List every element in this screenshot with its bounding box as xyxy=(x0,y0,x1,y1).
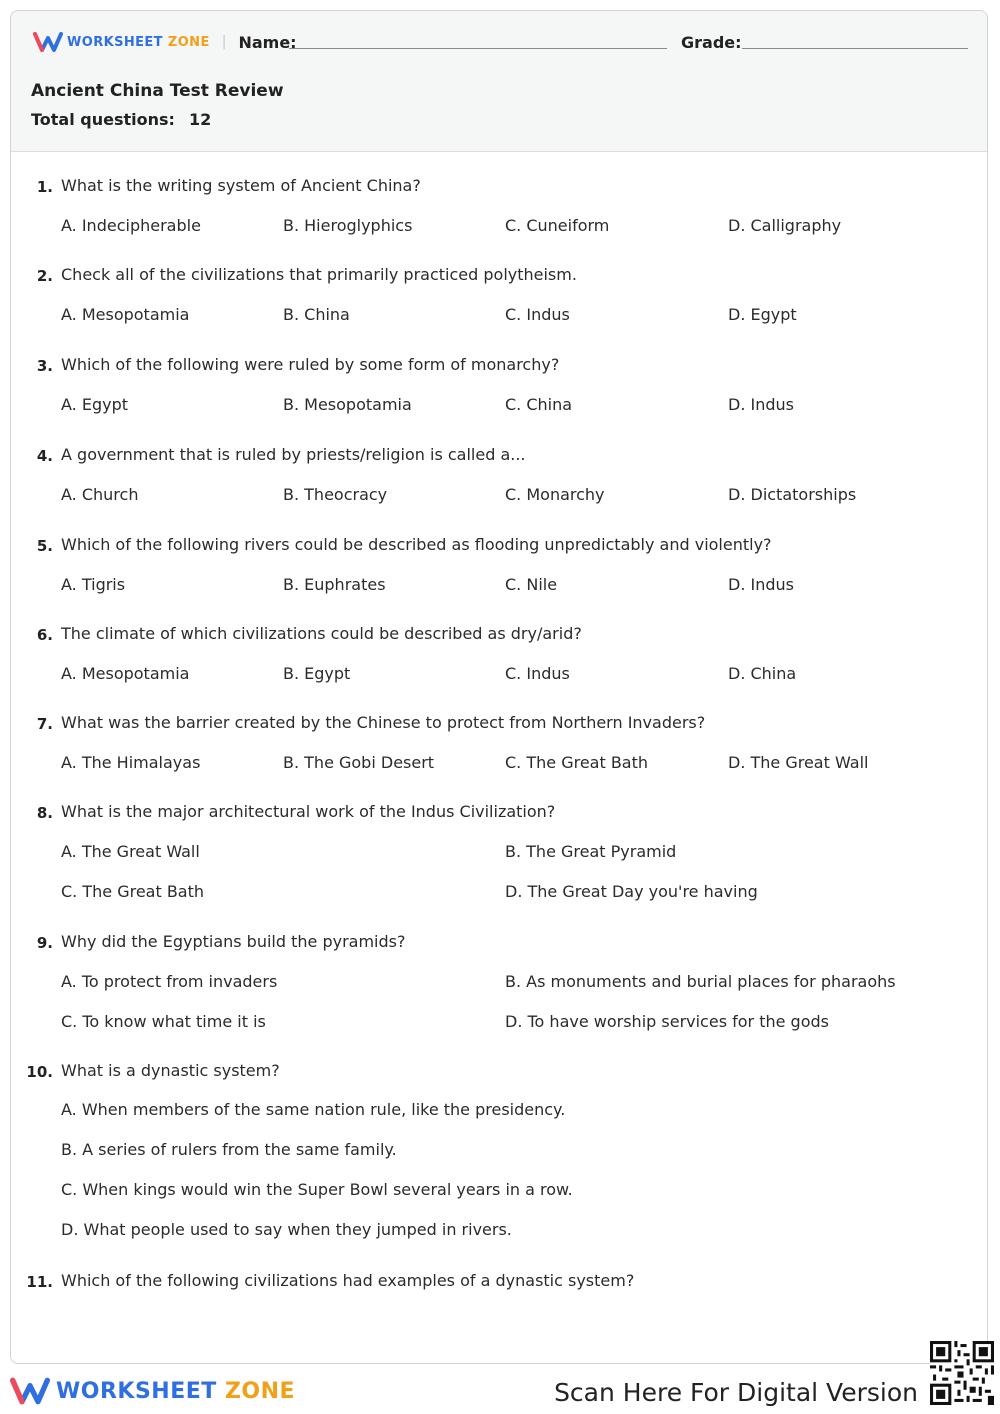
answer-option[interactable]: B. The Gobi Desert xyxy=(283,753,435,772)
answer-option[interactable]: A. Tigris xyxy=(61,575,126,594)
brand-name xyxy=(67,35,210,50)
worksheet-sheet xyxy=(10,10,988,1364)
question-number: 5. xyxy=(36,537,53,555)
question-text: A government that is ruled by priests/religion is called a... xyxy=(61,445,526,464)
footer-brand-word-1: WORKSHEET xyxy=(56,1378,217,1404)
answer-option[interactable]: C. Cuneiform xyxy=(505,216,610,235)
answer-option[interactable]: A. Mesopotamia xyxy=(61,305,190,324)
answer-option[interactable]: D. Dictatorships xyxy=(728,485,857,504)
name-label: Name: xyxy=(238,32,297,52)
brand-word-2: ZONE xyxy=(167,34,210,50)
answer-option[interactable]: A. Mesopotamia xyxy=(61,664,190,683)
answer-option[interactable]: B. The Great Pyramid xyxy=(505,842,677,861)
question-text: Which of the following rivers could be described as flooding unpredictably and violently? xyxy=(61,535,772,554)
answer-option[interactable]: B. A series of rulers from the same family. xyxy=(61,1140,397,1159)
question-number: 6. xyxy=(36,626,53,644)
answer-option[interactable]: D. Calligraphy xyxy=(728,216,842,235)
answer-option[interactable]: B. Egypt xyxy=(283,664,351,683)
answer-option[interactable]: D. Indus xyxy=(728,575,794,594)
question-number: 4. xyxy=(36,447,53,465)
answer-option[interactable]: D. To have worship services for the gods xyxy=(505,1012,829,1031)
answer-option[interactable]: A. When members of the same nation rule, like the presidency. xyxy=(61,1100,566,1119)
answer-option[interactable]: D. The Great Wall xyxy=(728,753,869,772)
footer xyxy=(0,1368,1000,1414)
answer-option[interactable]: C. When kings would win the Super Bowl several years in a row. xyxy=(61,1180,573,1199)
answer-option[interactable]: C. Indus xyxy=(505,305,570,324)
footer-brand-name xyxy=(56,1379,295,1404)
question-number: 3. xyxy=(36,357,53,375)
brand-logo[interactable] xyxy=(33,31,297,53)
answer-option[interactable]: A. To protect from invaders xyxy=(61,972,278,991)
question-text: The climate of which civilizations could be described as dry/arid? xyxy=(61,624,582,643)
worksheetzone-logo-icon xyxy=(10,1376,50,1406)
answer-option[interactable]: A. The Great Wall xyxy=(61,842,200,861)
footer-brand-word-2: ZONE xyxy=(224,1378,296,1404)
question-number: 9. xyxy=(36,934,53,952)
answer-option[interactable]: C. The Great Bath xyxy=(61,882,205,901)
question-number: 1. xyxy=(36,178,53,196)
answer-option[interactable]: A. Church xyxy=(61,485,139,504)
question-text: What is the major architectural work of the Indus Civilization? xyxy=(61,802,556,821)
answer-option[interactable]: D. Egypt xyxy=(728,305,797,324)
scan-text: Scan Here For Digital Version xyxy=(554,1378,918,1407)
question-number: 7. xyxy=(36,715,53,733)
answer-option[interactable]: B. Euphrates xyxy=(283,575,386,594)
grade-label: Grade: xyxy=(681,33,742,52)
answer-option[interactable]: C. Indus xyxy=(505,664,570,683)
answer-option[interactable]: C. Monarchy xyxy=(505,485,605,504)
question-text: What is a dynastic system? xyxy=(61,1061,280,1080)
question-text: Why did the Egyptians build the pyramids? xyxy=(61,932,406,951)
question-text: Check all of the civilizations that primarily practiced polytheism. xyxy=(61,265,577,284)
answer-option[interactable]: B. Theocracy xyxy=(283,485,388,504)
answer-option[interactable]: C. The Great Bath xyxy=(505,753,649,772)
answer-option[interactable]: A. Egypt xyxy=(61,395,128,414)
answer-option[interactable]: B. Hieroglyphics xyxy=(283,216,413,235)
worksheet-header xyxy=(11,11,987,152)
question-text: What is the writing system of Ancient China? xyxy=(61,176,421,195)
total-questions-label: Total questions: xyxy=(31,110,175,129)
question-text: Which of the following civilizations had examples of a dynastic system? xyxy=(61,1271,635,1290)
worksheetzone-logo-icon xyxy=(33,31,63,53)
footer-brand[interactable] xyxy=(10,1376,295,1406)
answer-option[interactable]: B. Mesopotamia xyxy=(283,395,412,414)
brand-word-1: WORKSHEET xyxy=(67,34,163,50)
question-text: What was the barrier created by the Chinese to protect from Northern Invaders? xyxy=(61,713,706,732)
answer-option[interactable]: C. To know what time it is xyxy=(61,1012,266,1031)
total-questions-value: 12 xyxy=(188,110,212,129)
answer-option[interactable]: B. China xyxy=(283,305,350,324)
total-questions xyxy=(31,110,211,129)
answer-option[interactable]: B. As monuments and burial places for pharaohs xyxy=(505,972,896,991)
question-text: Which of the following were ruled by some form of monarchy? xyxy=(61,355,560,374)
answer-option[interactable]: A. Indecipherable xyxy=(61,216,201,235)
answer-option[interactable]: C. China xyxy=(505,395,573,414)
question-number: 10. xyxy=(26,1063,53,1081)
answer-option[interactable]: D. Indus xyxy=(728,395,794,414)
question-number: 8. xyxy=(36,804,53,822)
question-number: 2. xyxy=(36,267,53,285)
answer-option[interactable]: A. The Himalayas xyxy=(61,753,201,772)
answer-option[interactable]: D. What people used to say when they jumped in rivers. xyxy=(61,1220,512,1239)
name-line[interactable] xyxy=(289,48,667,49)
answer-option[interactable]: C. Nile xyxy=(505,575,558,594)
worksheet-title: Ancient China Test Review xyxy=(31,81,284,101)
brand-separator: | xyxy=(221,34,227,50)
answer-option[interactable]: D. The Great Day you're having xyxy=(505,882,758,901)
question-number: 11. xyxy=(26,1273,53,1291)
grade-line[interactable] xyxy=(742,48,968,49)
answer-option[interactable]: D. China xyxy=(728,664,797,683)
qr-code-icon[interactable] xyxy=(930,1340,994,1406)
